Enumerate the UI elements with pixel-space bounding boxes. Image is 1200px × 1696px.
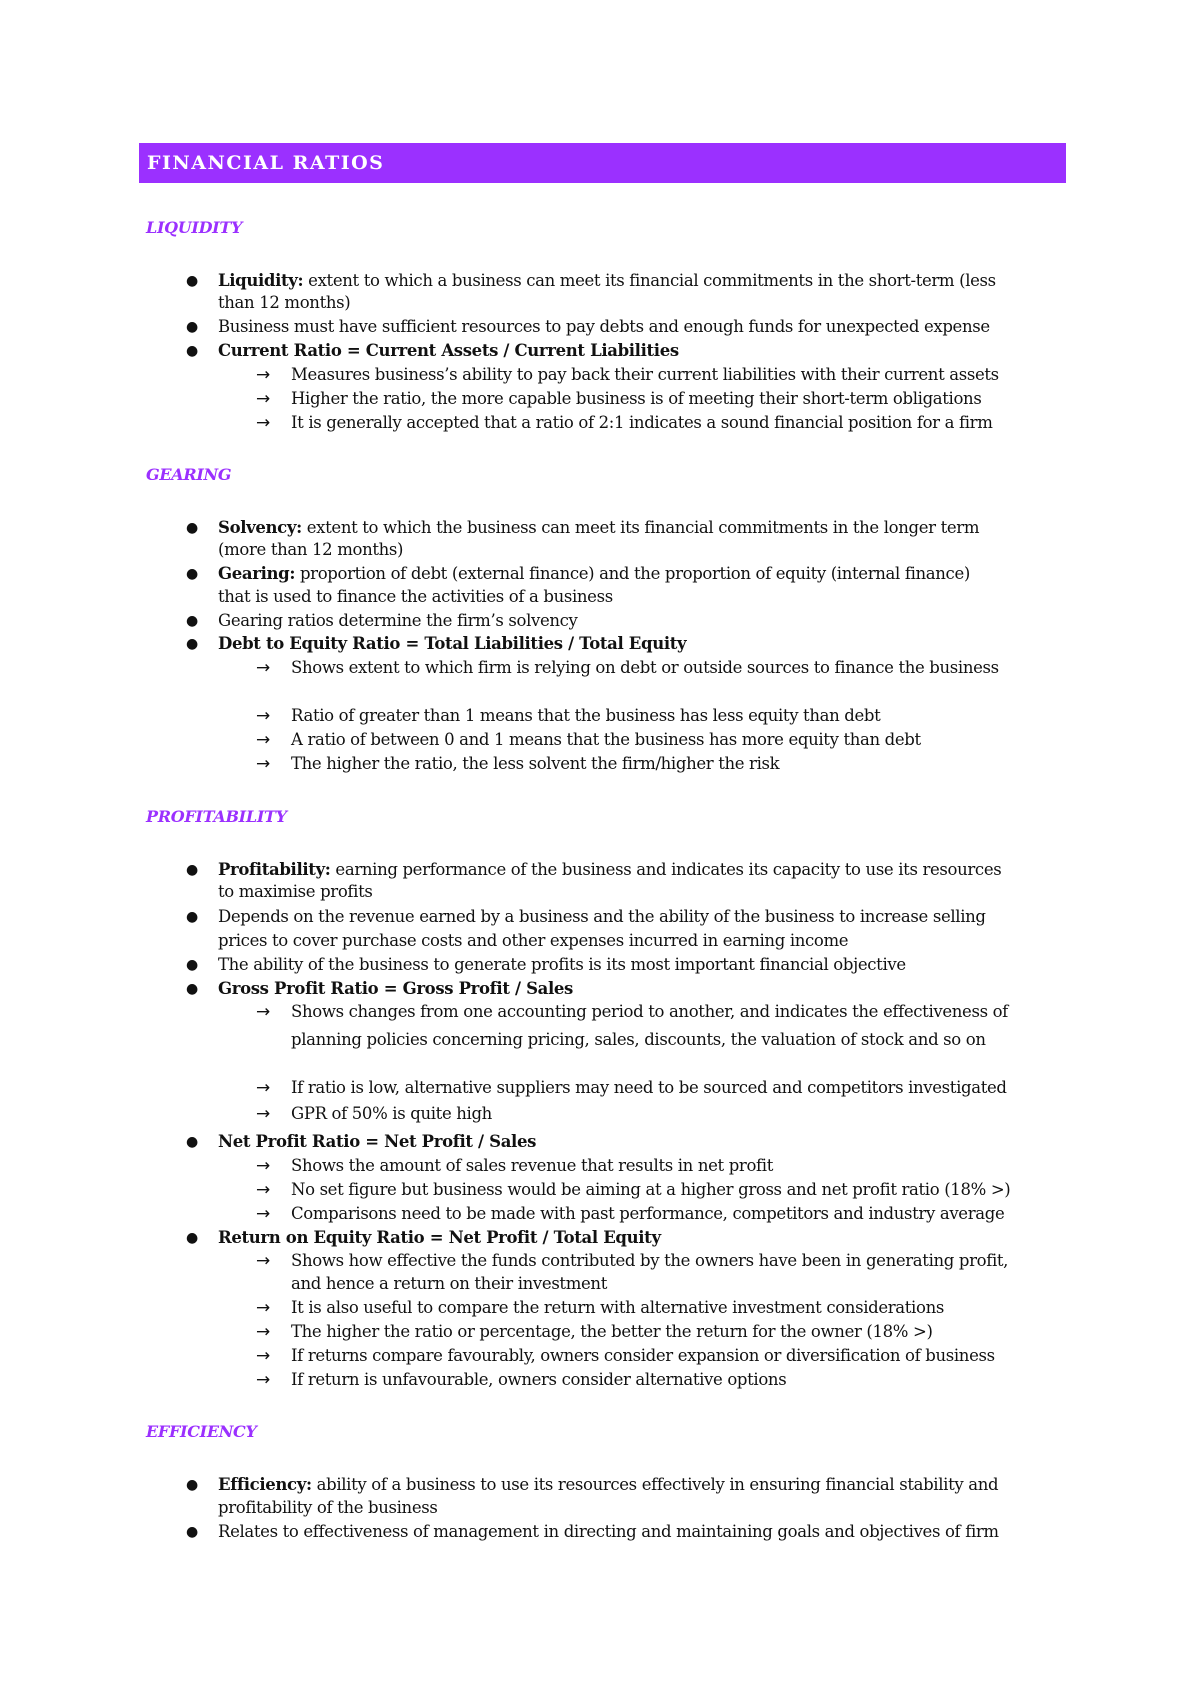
list-item <box>218 563 970 585</box>
sub-item: Ratio of greater than 1 means that the business has less equity than debt <box>291 706 881 725</box>
arrow-icon: → <box>256 1002 271 1022</box>
arrow-icon: → <box>256 365 271 385</box>
list-item-continuation: profitability of the business <box>218 1498 438 1517</box>
definition-text: extent to which the business can meet its financial commitments in the longer term <box>301 518 980 537</box>
list-item <box>218 270 996 292</box>
arrow-icon: → <box>256 413 271 433</box>
definition-text: proportion of debt (external finance) and the proportion of equity (internal finance) <box>295 564 970 583</box>
bullet-icon: ● <box>186 1524 199 1540</box>
term-label: Liquidity: <box>218 271 304 290</box>
list-item: Depends on the revenue earned by a business and the ability of the business to increase selling <box>218 907 986 926</box>
sub-item: The higher the ratio, the less solvent the firm/higher the risk <box>291 754 780 773</box>
sub-item: No set figure but business would be aiming at a higher gross and net profit ratio (18% >) <box>291 1180 1011 1199</box>
bullet-icon: ● <box>186 981 199 997</box>
bullet-icon: ● <box>186 566 199 582</box>
arrow-icon: → <box>256 730 271 750</box>
list-item-continuation: that is used to finance the activities of a business <box>218 587 613 606</box>
bullet-icon: ● <box>186 319 199 335</box>
formula-debt-to-equity: Debt to Equity Ratio = Total Liabilities / Total Equity <box>218 634 687 653</box>
list-item-continuation: (more than 12 months) <box>218 540 404 559</box>
bullet-icon: ● <box>186 520 199 536</box>
sub-item: Measures business’s ability to pay back their current liabilities with their current assets <box>291 365 999 384</box>
bullet-icon: ● <box>186 343 199 359</box>
sub-item: If ratio is low, alternative suppliers may need to be sourced and competitors investigated <box>291 1078 1007 1097</box>
arrow-icon: → <box>256 1322 271 1342</box>
arrow-icon: → <box>256 1204 271 1224</box>
sub-item: Shows changes from one accounting period to another, and indicates the effectiveness of <box>291 1002 1008 1021</box>
page-title: FINANCIAL RATIOS <box>139 143 1066 183</box>
list-item: Relates to effectiveness of management in directing and maintaining goals and objectives of firm <box>218 1522 999 1541</box>
bullet-icon: ● <box>186 273 199 289</box>
definition-text: earning performance of the business and indicates its capacity to use its resources <box>330 860 1002 879</box>
sub-item: It is also useful to compare the return with alternative investment considerations <box>291 1298 944 1317</box>
bullet-icon: ● <box>186 613 199 629</box>
list-item <box>218 517 979 539</box>
formula-net-profit: Net Profit Ratio = Net Profit / Sales <box>218 1132 537 1151</box>
list-item-continuation: than 12 months) <box>218 293 351 312</box>
arrow-icon: → <box>256 389 271 409</box>
bullet-icon: ● <box>186 1230 199 1246</box>
definition-text: extent to which a business can meet its financial commitments in the short-term (less <box>303 271 996 290</box>
sub-item-continuation: and hence a return on their investment <box>291 1274 607 1293</box>
arrow-icon: → <box>256 1104 271 1124</box>
arrow-icon: → <box>256 1346 271 1366</box>
list-item: Gearing ratios determine the firm’s solvency <box>218 611 578 630</box>
arrow-icon: → <box>256 706 271 726</box>
section-heading-profitability: PROFITABILITY <box>146 807 287 826</box>
formula-return-on-equity: Return on Equity Ratio = Net Profit / Total Equity <box>218 1228 661 1247</box>
term-label: Solvency: <box>218 518 302 537</box>
section-heading-liquidity: LIQUIDITY <box>146 218 243 237</box>
sub-item: A ratio of between 0 and 1 means that the business has more equity than debt <box>291 730 921 749</box>
sub-item: GPR of 50% is quite high <box>291 1104 492 1123</box>
term-label: Gearing: <box>218 564 296 583</box>
bullet-icon: ● <box>186 957 199 973</box>
arrow-icon: → <box>256 1156 271 1176</box>
term-label: Profitability: <box>218 860 331 879</box>
arrow-icon: → <box>256 1180 271 1200</box>
sub-item: The higher the ratio or percentage, the better the return for the owner (18% >) <box>291 1322 933 1341</box>
list-item: The ability of the business to generate profits is its most important financial objective <box>218 955 906 974</box>
arrow-icon: → <box>256 658 271 678</box>
sub-item: Comparisons need to be made with past performance, competitors and industry average <box>291 1204 1005 1223</box>
formula-gross-profit: Gross Profit Ratio = Gross Profit / Sales <box>218 979 573 998</box>
arrow-icon: → <box>256 1370 271 1390</box>
formula-current-ratio: Current Ratio = Current Assets / Current Liabilities <box>218 341 679 360</box>
section-heading-efficiency: EFFICIENCY <box>146 1422 257 1441</box>
bullet-icon: ● <box>186 1134 199 1150</box>
section-heading-gearing: GEARING <box>146 465 232 484</box>
arrow-icon: → <box>256 1298 271 1318</box>
sub-item-continuation: planning policies concerning pricing, sales, discounts, the valuation of stock and so on <box>291 1030 986 1049</box>
definition-text: ability of a business to use its resources effectively in ensuring financial stability and <box>311 1475 999 1494</box>
list-item <box>218 1474 998 1496</box>
sub-item: Shows the amount of sales revenue that results in net profit <box>291 1156 774 1175</box>
list-item: Business must have sufficient resources to pay debts and enough funds for unexpected expense <box>218 317 990 336</box>
sub-item: If return is unfavourable, owners consider alternative options <box>291 1370 787 1389</box>
sub-item: Shows how effective the funds contributed by the owners have been in generating profit, <box>291 1251 1009 1270</box>
sub-item: It is generally accepted that a ratio of 2:1 indicates a sound financial position for a firm <box>291 413 993 432</box>
sub-item: Shows extent to which firm is relying on debt or outside sources to finance the business <box>291 658 999 677</box>
arrow-icon: → <box>256 1078 271 1098</box>
sub-item: If returns compare favourably, owners consider expansion or diversification of business <box>291 1346 995 1365</box>
list-item-continuation: to maximise profits <box>218 882 373 901</box>
term-label: Efficiency: <box>218 1475 312 1494</box>
arrow-icon: → <box>256 1251 271 1271</box>
bullet-icon: ● <box>186 909 199 925</box>
sub-item: Higher the ratio, the more capable business is of meeting their short-term obligations <box>291 389 982 408</box>
bullet-icon: ● <box>186 636 199 652</box>
list-item <box>218 859 1001 881</box>
arrow-icon: → <box>256 754 271 774</box>
bullet-icon: ● <box>186 862 199 878</box>
list-item-continuation: prices to cover purchase costs and other expenses incurred in earning income <box>218 931 849 950</box>
bullet-icon: ● <box>186 1477 199 1493</box>
